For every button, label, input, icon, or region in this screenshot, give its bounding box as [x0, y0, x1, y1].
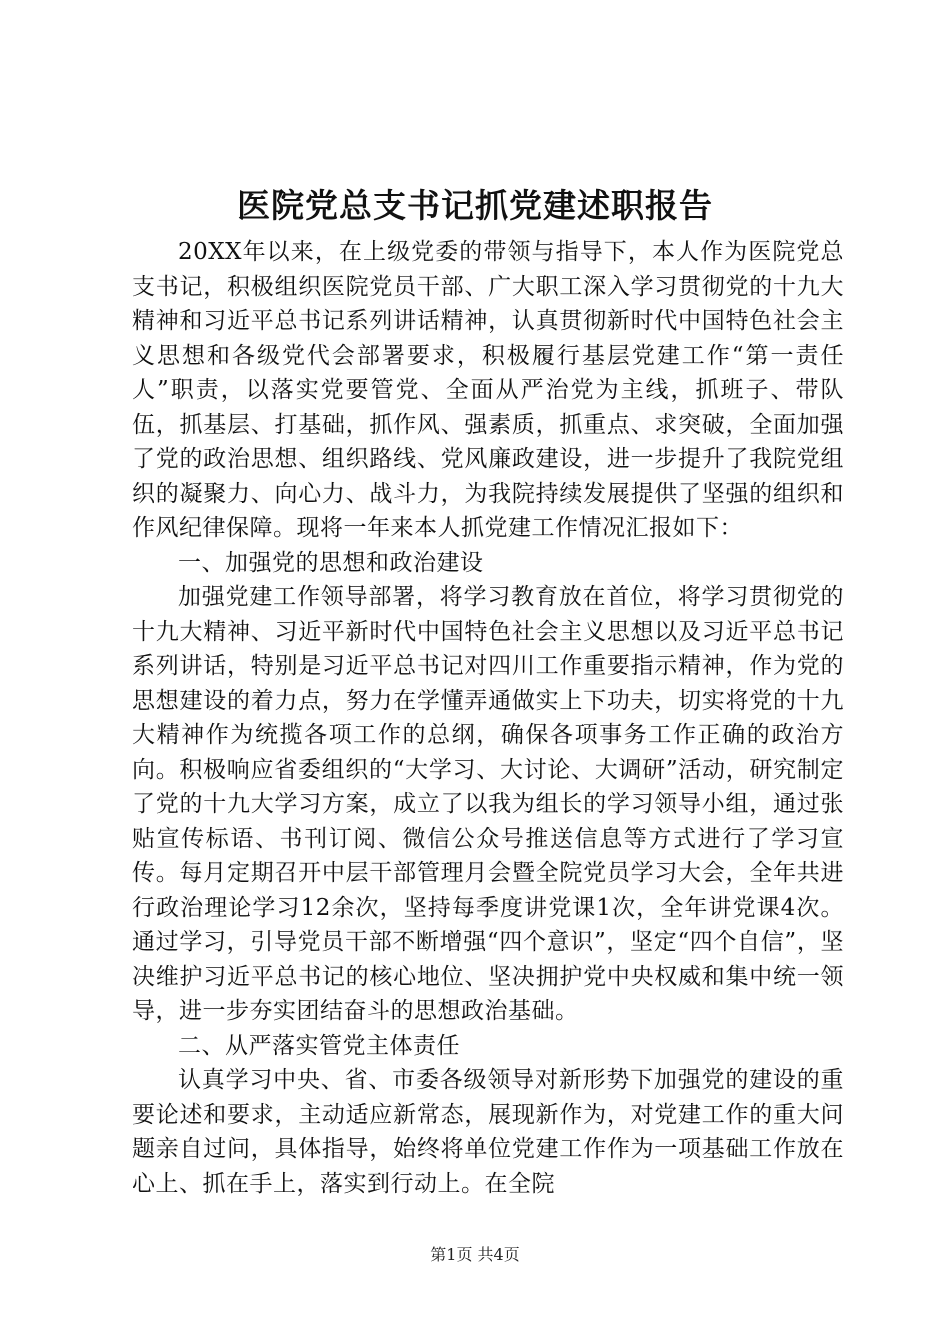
- page-footer: 第1页 共4页: [430, 1245, 520, 1264]
- section-2-paragraph: 认真学习中央、省、市委各级领导对新形势下加强党的建设的重要论述和要求，主动适应新常态，展现新作为，对党建工作的重大问题亲自过问，具体指导，始终将单位党建工作作为一项基础工作放在心上、抓在手上，落实到行动上。在全院: [132, 1067, 844, 1197]
- document-body: [132, 235, 844, 1201]
- section-1-paragraph: 加强党建工作领导部署，将学习教育放在首位，将学习贯彻党的十九大精神、习近平新时代中国特色社会主义思想以及习近平总书记系列讲话，特别是习近平总书记对四川工作重要指示精神，作为党的思想建设的着力点，努力在学懂弄通做实上下功夫，切实将党的十九大精神作为统揽各项工作的总纲，确保各项事务工作正确的政治方向。积极响应省委组织的“大学习、大讨论、大调研”活动，研究制定了党的十九大学习方案，成立了以我为组长的学习领导小组，通过张贴宣传标语、书刊订阅、微信公众号推送信息等方式进行了学习宣传。每月定期召开中层干部管理月会暨全院党员学习大会，全年共进行政治理论学习12余次，坚持每季度讲党课1次，全年讲党课4次。通过学习，引导党员干部不断增强“四个意识”，坚定“四个自信”，坚决维护习近平总书记的核心地位、坚决拥护党中央权威和集中统一领导，进一步夯实团结奋斗的思想政治基础。: [132, 584, 844, 1024]
- document-title: 医院党总支书记抓党建述职报告: [237, 186, 713, 225]
- section-heading-2: 二、从严落实管党主体责任: [178, 1032, 460, 1059]
- section-heading-1: 一、加强党的思想和政治建设: [178, 549, 484, 576]
- intro-paragraph: 20XX年以来，在上级党委的带领与指导下，本人作为医院党总支书记，积极组织医院党员干部、广大职工深入学习贯彻党的十九大精神和习近平总书记系列讲话精神，认真贯彻新时代中国特色社会主义思想和各级党代会部署要求，积极履行基层党建工作“第一责任人”职责，以落实党要管党、全面从严治党为主线，抓班子、带队伍，抓基层、打基础，抓作风、强素质，抓重点、求突破，全面加强了党的政治思想、组织路线、党风廉政建设，进一步提升了我院党组织的凝聚力、向心力、战斗力，为我院持续发展提供了坚强的组织和作风纪律保障。现将一年来本人抓党建工作情况汇报如下：: [132, 239, 844, 541]
